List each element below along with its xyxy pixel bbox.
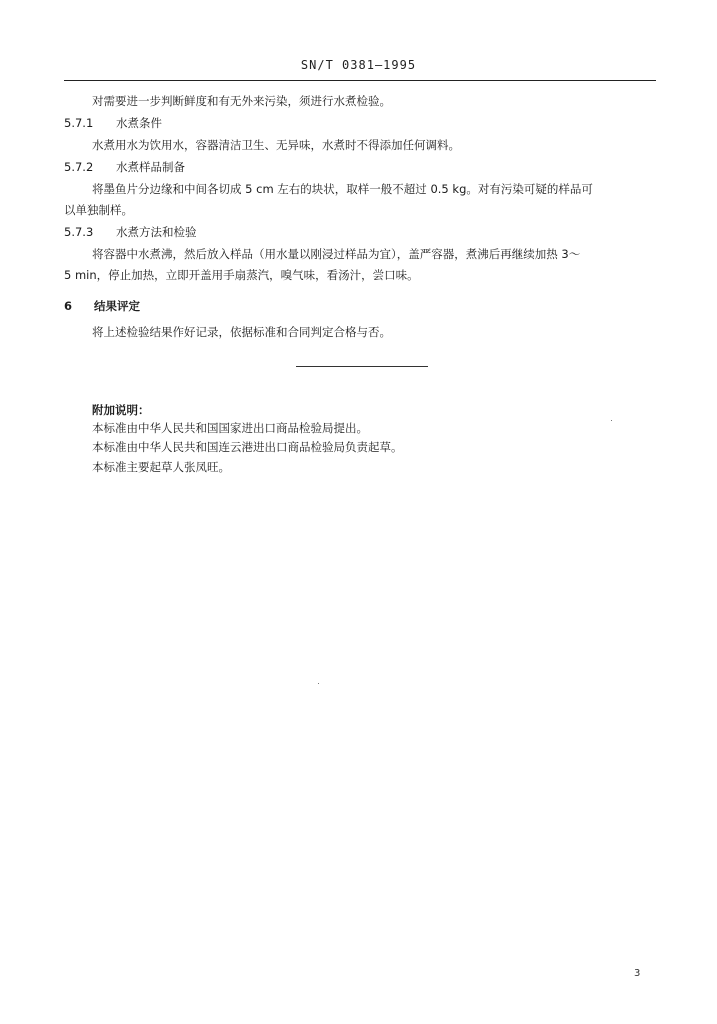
section-5-7-1-heading: [64, 116, 162, 130]
intro-paragraph: 对需要进一步判断鲜度和有无外来污染，须进行水煮检验。: [92, 94, 391, 108]
header-rule: [64, 80, 656, 81]
notes-line-2: 本标准由中华人民共和国连云港进出口商品检验局负责起草。: [92, 440, 403, 454]
section-title: 水煮样品制备: [116, 160, 185, 174]
section-5-7-2-heading: [64, 160, 185, 174]
section-number: 5.7.2: [64, 160, 94, 174]
section-number: 5.7.1: [64, 116, 94, 130]
notes-heading: 附加说明：: [92, 403, 150, 417]
section-end-rule: [296, 366, 428, 367]
section-number: 5.7.3: [64, 225, 94, 239]
page-header-code: SN/T 0381—1995: [300, 58, 417, 72]
section-6-text: 将上述检验结果作好记录，依据标准和合同判定合格与否。: [92, 325, 391, 339]
section-title: 结果评定: [94, 299, 140, 313]
scan-speck: [318, 683, 319, 684]
section-5-7-3-text-line2: 5 min，停止加热，立即开盖用手扇蒸汽，嗅气味，看汤汁，尝口味。: [64, 268, 419, 282]
section-5-7-3-heading: [64, 225, 197, 239]
notes-line-3: 本标准主要起草人张凤旺。: [92, 460, 230, 474]
notes-line-1: 本标准由中华人民共和国国家进出口商品检验局提出。: [92, 421, 368, 435]
section-number: 6: [64, 299, 73, 313]
section-6-heading: [64, 299, 140, 313]
section-5-7-2-text-line1: 将墨鱼片分边缘和中间各切成 5 cm 左右的块状，取样一般不超过 0.5 kg。对有污染可疑的样品可: [92, 182, 593, 196]
scan-speck: [611, 420, 612, 421]
section-title: 水煮条件: [116, 116, 162, 130]
section-5-7-1-text: 水煮用水为饮用水，容器清洁卫生、无异味，水煮时不得添加任何调料。: [92, 138, 460, 152]
section-5-7-2-text-line2: 以单独制样。: [64, 203, 133, 217]
section-title: 水煮方法和检验: [116, 225, 197, 239]
page-number: 3: [634, 968, 641, 979]
section-5-7-3-text-line1: 将容器中水煮沸，然后放入样品（用水量以刚浸过样品为宜），盖严容器，煮沸后再继续加热 3～: [92, 247, 581, 261]
